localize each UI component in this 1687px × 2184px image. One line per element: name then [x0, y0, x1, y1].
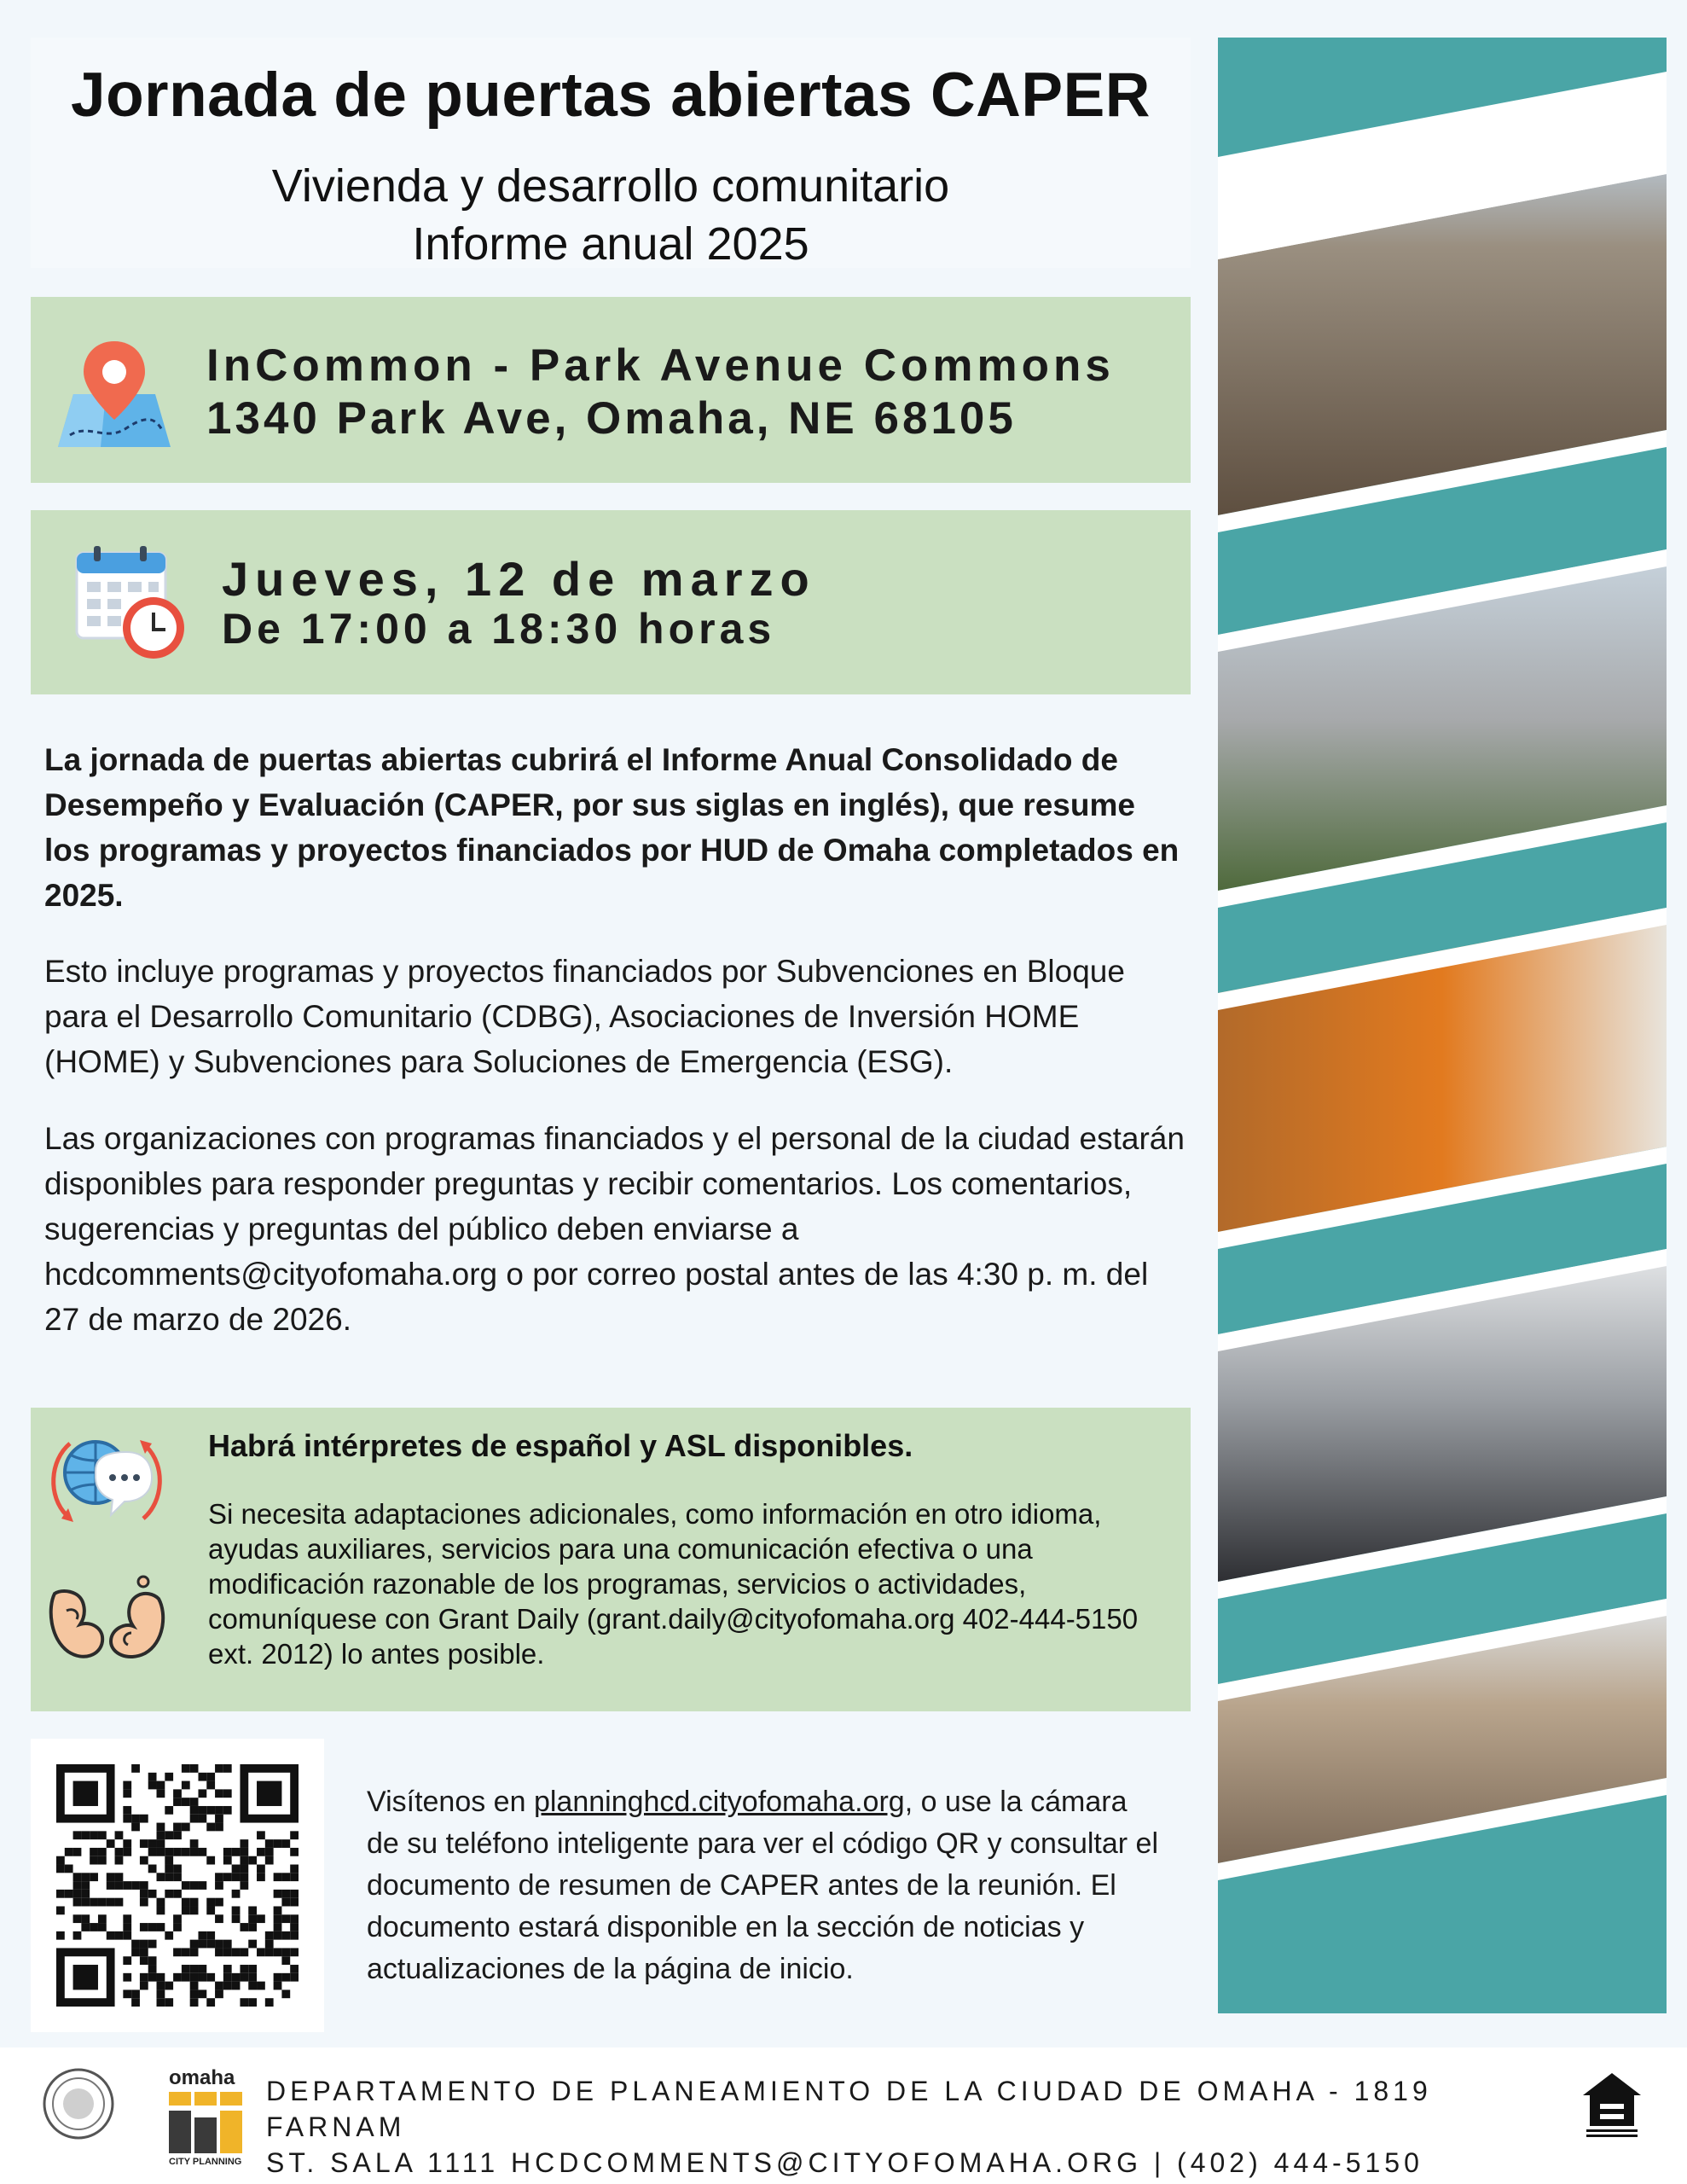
photo-collage [1218, 38, 1667, 2013]
city-seal-icon [41, 2066, 116, 2141]
location-address: 1340 Park Ave, Omaha, NE 68105 [206, 393, 1017, 444]
footer-contact [266, 2073, 1580, 2181]
subtitle-line-1: Vivienda y desarrollo comunitario [271, 160, 950, 212]
qr-code-icon[interactable] [56, 1764, 299, 2007]
interpreters-title: Habrá intérpretes de español y ASL disponibles. [208, 1428, 913, 1463]
visit-text [367, 1781, 1160, 1990]
subtitle-line-2: Informe anual 2025 [412, 218, 809, 270]
schedule-box [31, 510, 1191, 694]
footer-line-2: ST. SALA 1111 HCDCOMMENTS@CITYOFOMAHA.ORG | (402) 444-5150 [266, 2147, 1423, 2178]
interpreters-box [31, 1408, 1191, 1711]
location-box [31, 297, 1191, 483]
equal-housing-icon [1580, 2070, 1644, 2138]
sign-language-icon [43, 1560, 171, 1670]
map-pin-icon [55, 334, 174, 450]
globe-chat-icon [43, 1426, 171, 1536]
city-planning-text: CITY PLANNING [169, 2157, 242, 2167]
footer [0, 2048, 1687, 2184]
header [31, 38, 1191, 268]
calendar-clock-icon [70, 544, 189, 664]
website-link[interactable]: planninghcd.cityofomaha.org [533, 1786, 905, 1818]
omaha-logo-text: omaha [169, 2066, 235, 2089]
intro-paragraph: La jornada de puertas abiertas cubrirá el Informe Anual Consolidado de Desempeño y Evaluación (CAPER, por sus siglas en inglés), que resume los programas y proyectos financiados por HUD de Omaha completados en 2025. [44, 742, 1180, 913]
city-planning-logo-icon [169, 2092, 242, 2155]
visit-suffix: , o use la cámara de su teléfono inteligente para ver el código QR y consultar el documento de resumen de CAPER antes de la reunión. El documento estará disponible en la sección de noticias y actualizaciones de la página de inicio. [367, 1786, 1158, 1985]
event-date: Jueves, 12 de marzo [222, 552, 816, 606]
location-name: InCommon - Park Avenue Commons [206, 340, 1115, 391]
page-title: Jornada de puertas abiertas CAPER [70, 61, 1151, 130]
accommodations-text: Si necesita adaptaciones adicionales, como información en otro idioma, ayudas auxiliares, servicios para una comunicación efectiva o una modificación razonable de los programas, servicios o actividades, comuníquese con Grant Daily (grant.daily@cityofomaha.org 402-444-5150 ext. 2012) lo antes posible. [208, 1498, 1139, 1670]
programs-paragraph: Esto incluye programas y proyectos financiados por Subvenciones en Bloque para el Desarrollo Comunitario (CDBG), Asociaciones de Inversión HOME (HOME) y Subvenciones para Soluciones de Emergencia (ESG). [44, 954, 1125, 1079]
event-time: De 17:00 a 18:30 horas [222, 605, 776, 653]
qr-code-box [31, 1739, 324, 2032]
comments-paragraph: Las organizaciones con programas financiados y el personal de la ciudad estarán disponibles para responder preguntas y recibir comentarios. Los comentarios, sugerencias y preguntas del público deben enviarse a hcdcomments@cityofomaha.org o por correo postal antes de las 4:30 p. m. del 27 de marzo de 2026. [44, 1121, 1185, 1337]
visit-prefix: Visítenos en [367, 1786, 534, 1818]
footer-line-1: DEPARTAMENTO DE PLANEAMIENTO DE LA CIUDAD DE OMAHA - 1819 FARNAM [266, 2076, 1432, 2142]
page-subtitle [31, 157, 1191, 273]
